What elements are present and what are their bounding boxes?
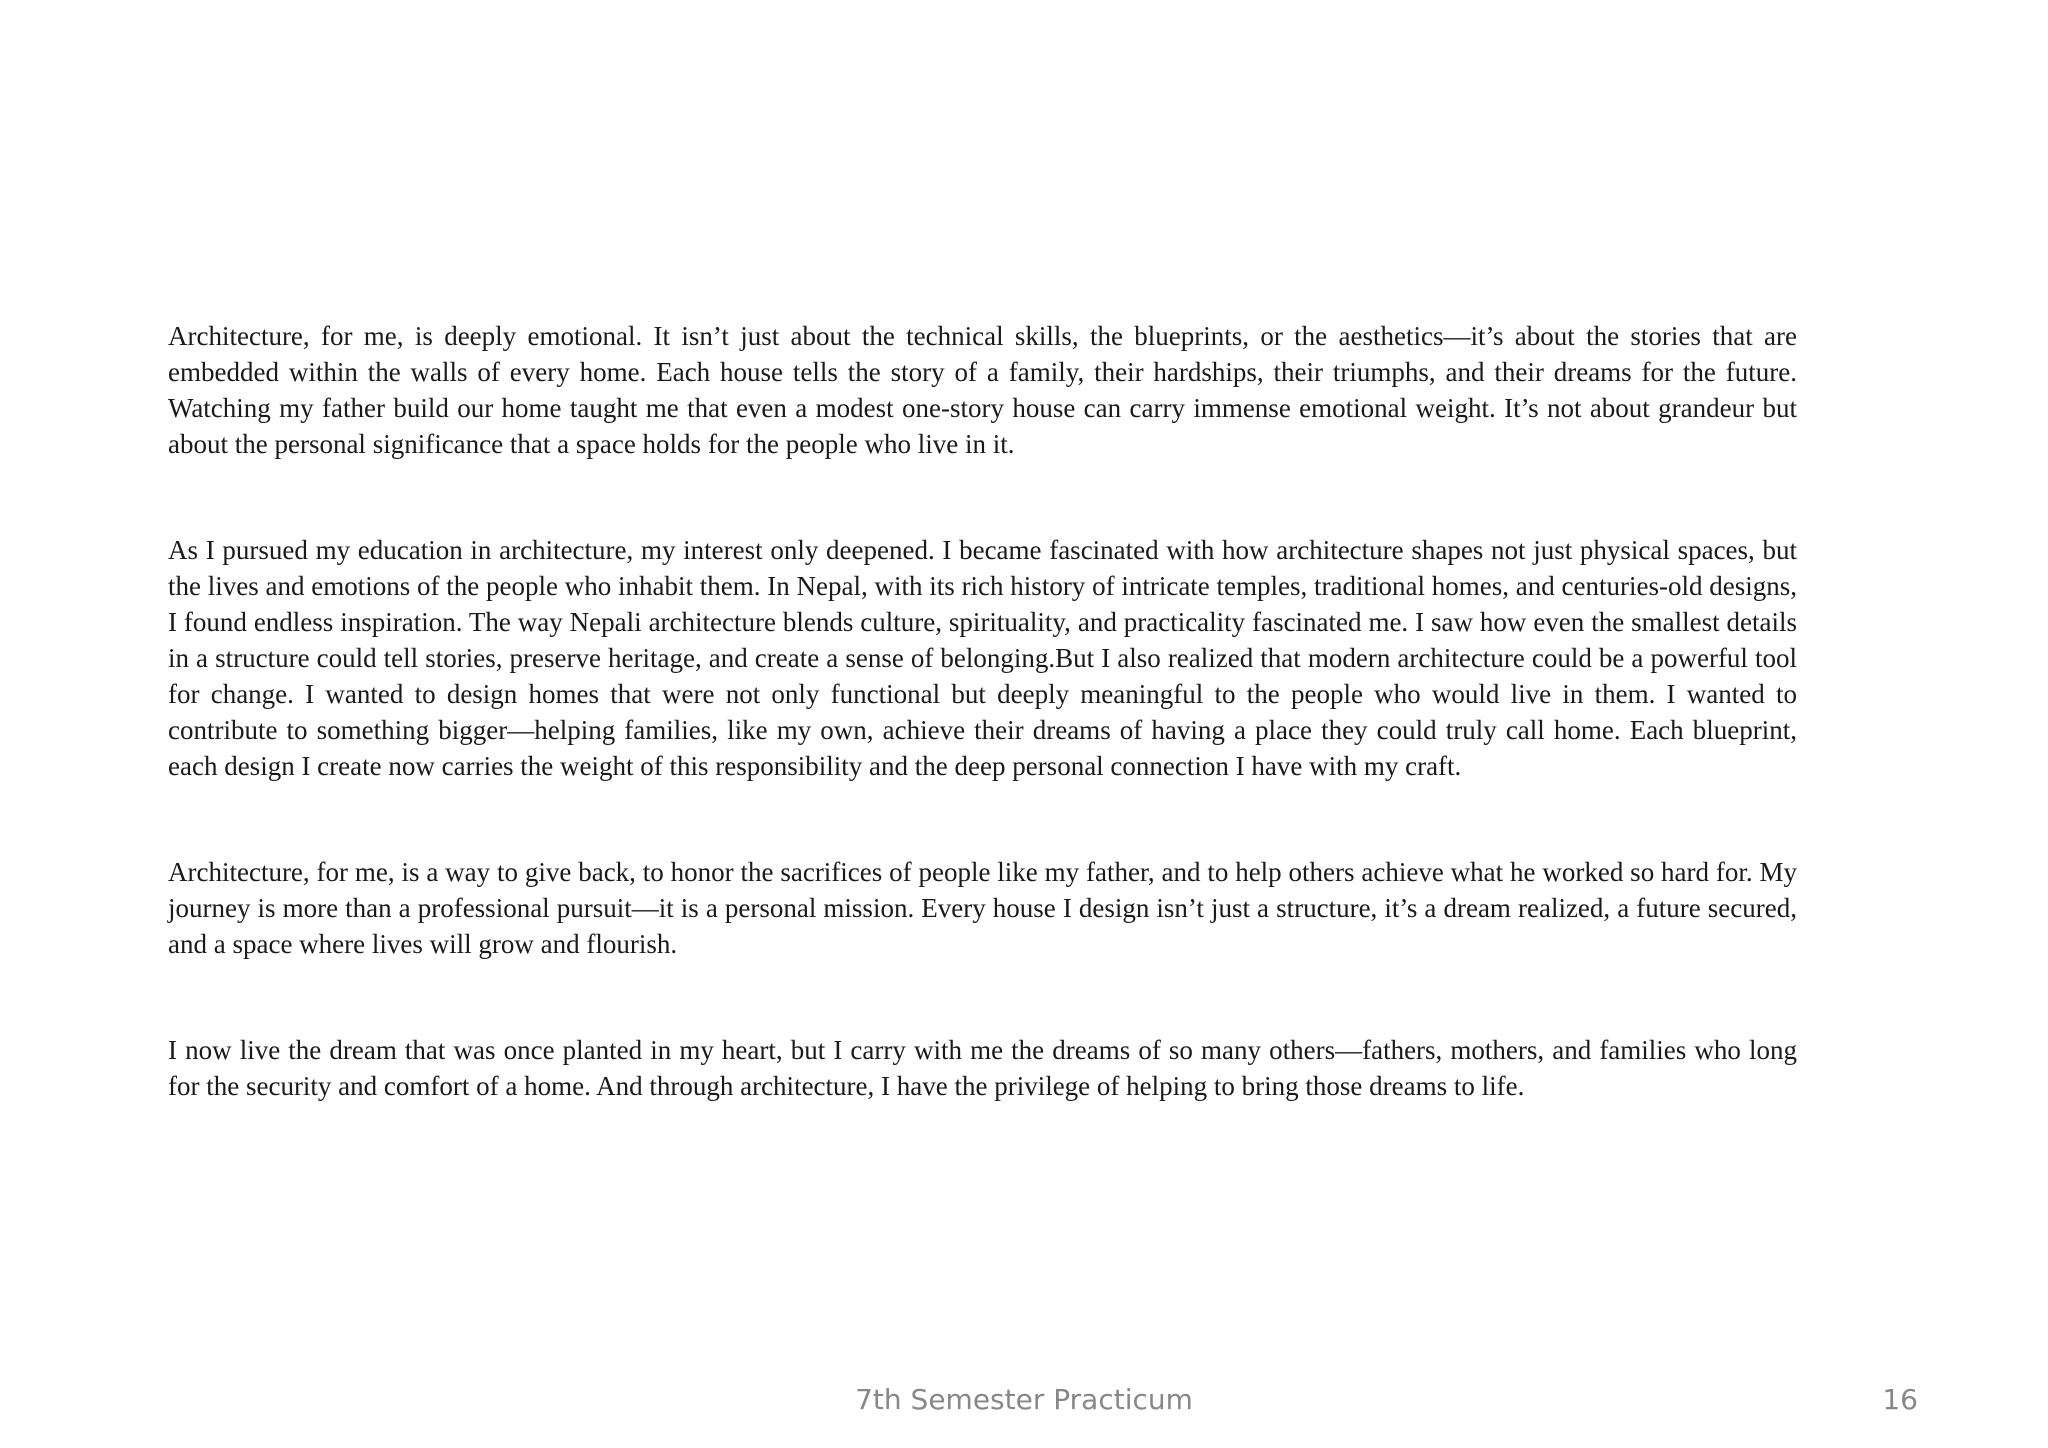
paragraph-2: As I pursued my education in architecture, my interest only deepened. I became fascinated with how architecture shapes not just physical spaces, but the lives and emotions of the people who inhabit them. In Nepal, with its rich history of intricate temples, traditional homes, and centuries-old designs, I found endless inspiration. The way Nepali architecture blends culture, spirituality, and practicality fascinated me. I saw how even the smallest details in a structure could tell stories, preserve heritage, and create a sense of belonging.But I also realized that modern architecture could be a powerful tool for change. I wanted to design homes that were not only functional but deeply meaningful to the people who would live in them. I wanted to contribute to something bigger—helping families, like my own, achieve their dreams of having a place they could truly call home. Each blueprint, each design I create now carries the weight of this responsibility and the deep personal connection I have with my craft.	[168, 535, 1797, 781]
paragraph-3: Architecture, for me, is a way to give back, to honor the sacrifices of people like my father, and to help others achieve what he worked so hard for. My journey is more than a professional pursuit—it is a personal mission. Every house I design isn’t just a structure, it’s a dream realized, a future secured, and a space where lives will grow and flourish.	[168, 857, 1797, 959]
footer-title: 7th Semester Practicum	[855, 1383, 1193, 1416]
page-number: 16	[1882, 1383, 1918, 1416]
body-text	[168, 318, 1797, 1104]
paragraph-1: Architecture, for me, is deeply emotional. It isn’t just about the technical skills, the blueprints, or the aesthetics—it’s about the stories that are embedded within the walls of every home. Each house tells the story of a family, their hardships, their triumphs, and their dreams for the future. Watching my father build our home taught me that even a modest one-story house can carry immense emotional weight. It’s not about grandeur but about the personal significance that a space holds for the people who live in it.	[168, 321, 1797, 459]
paragraph-4: I now live the dream that was once planted in my heart, but I carry with me the dreams of so many others—fathers, mothers, and families who long for the security and comfort of a home. And through architecture, I have the privilege of helping to bring those dreams to life.	[168, 1035, 1797, 1101]
